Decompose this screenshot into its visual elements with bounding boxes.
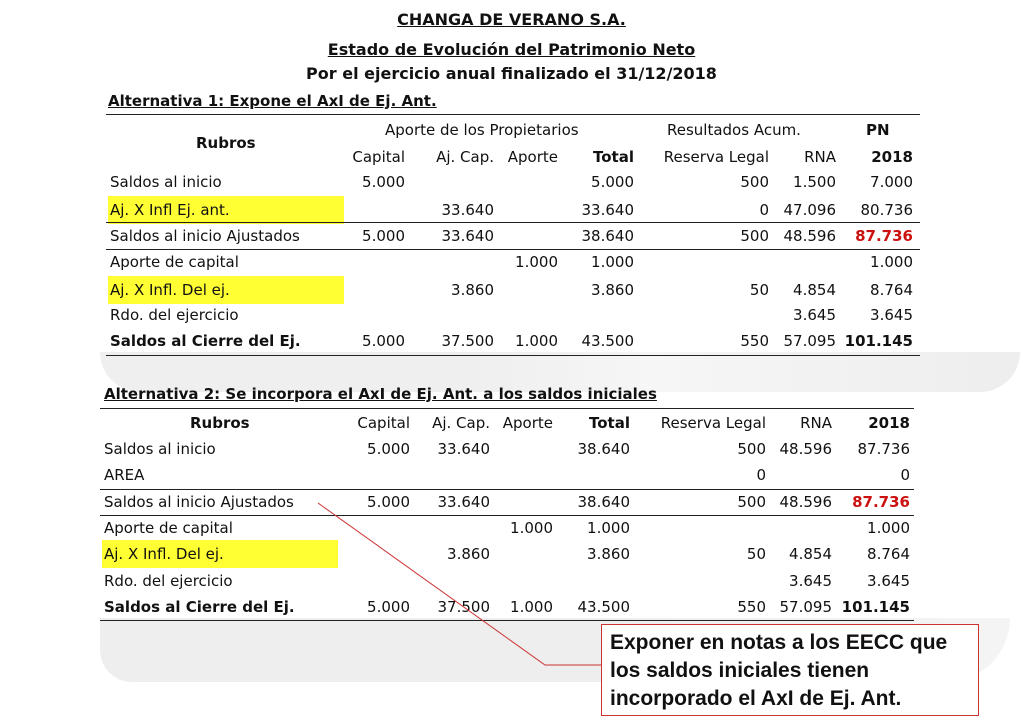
alt2-header-total: Total — [589, 414, 630, 432]
alt1-cell-aporte: 1.000 — [515, 253, 558, 271]
alt2-cell-ajcap: 33.640 — [437, 440, 490, 458]
alt1-row-label: Aj. X Infl. Del ej. — [110, 281, 230, 299]
alt2-row-label: AREA — [104, 466, 145, 484]
alt1-cell-total: 43.500 — [581, 332, 634, 350]
alt1-row-label: Saldos al inicio — [110, 173, 222, 191]
alt2-header-rubros: Rubros — [190, 414, 250, 432]
alt1-cell-total: 38.640 — [581, 227, 634, 245]
alt2-cell-pn: 3.645 — [867, 572, 910, 590]
alt1-cell-rna: 1.500 — [793, 173, 836, 191]
alt1-title: Alternativa 1: Expone el AxI de Ej. Ant. — [108, 92, 437, 110]
alt1-cell-capital: 5.000 — [362, 227, 405, 245]
alt1-cell-capital: 5.000 — [362, 173, 405, 191]
alt2-cell-capital: 5.000 — [367, 598, 410, 616]
alt1-cell-capital: 5.000 — [362, 332, 405, 350]
alt1-cell-pn: 87.736 — [855, 227, 913, 245]
alt2-cell-rna: 4.854 — [789, 545, 832, 563]
alt2-header-rna: RNA — [800, 414, 832, 432]
alt2-cell-total: 43.500 — [577, 598, 630, 616]
alt2-cell-reserva: 550 — [737, 598, 766, 616]
alt1-cell-rna: 4.854 — [793, 281, 836, 299]
alt2-cell-capital: 5.000 — [367, 493, 410, 511]
alt1-cell-reserva: 500 — [740, 227, 769, 245]
alt2-cell-pn: 101.145 — [841, 598, 910, 616]
alt2-row-label: Saldos al Cierre del Ej. — [104, 598, 295, 616]
alt2-cell-pn: 8.764 — [867, 545, 910, 563]
alt1-cell-pn: 1.000 — [870, 253, 913, 271]
alt1-group-owners: Aporte de los Propietarios — [385, 121, 579, 139]
alt2-header-ajcap: Aj. Cap. — [432, 414, 490, 432]
alt2-cell-total: 38.640 — [577, 493, 630, 511]
alt1-cell-reserva: 550 — [740, 332, 769, 350]
alt1-cell-pn: 3.645 — [870, 306, 913, 324]
alt1-row-label: Saldos al inicio Ajustados — [110, 227, 300, 245]
alt2-cell-reserva: 500 — [737, 440, 766, 458]
alt2-row-label: Aporte de capital — [104, 519, 233, 537]
alt2-cell-ajcap: 37.500 — [437, 598, 490, 616]
alt1-cell-rna: 48.596 — [783, 227, 836, 245]
alt1-cell-ajcap: 33.640 — [441, 201, 494, 219]
alt1-header-year: 2018 — [871, 148, 913, 166]
alt2-header-aporte: Aporte — [502, 414, 553, 432]
alt1-cell-reserva: 500 — [740, 173, 769, 191]
alt1-header-rubros: Rubros — [196, 134, 256, 152]
alt1-header-total: Total — [593, 148, 634, 166]
alt1-cell-rna: 57.095 — [783, 332, 836, 350]
alt1-cell-rna: 47.096 — [783, 201, 836, 219]
period-title: Por el ejercicio anual finalizado el 31/12/2018 — [306, 64, 717, 83]
alt2-cell-rna: 48.596 — [779, 493, 832, 511]
alt2-cell-pn: 87.736 — [852, 493, 910, 511]
alt2-cell-pn: 1.000 — [867, 519, 910, 537]
alt1-header-ajcap: Aj. Cap. — [436, 148, 494, 166]
alt1-cell-pn: 80.736 — [860, 201, 913, 219]
alt1-group-results: Resultados Acum. — [667, 121, 801, 139]
company-title: CHANGA DE VERANO S.A. — [397, 10, 626, 29]
statement-title: Estado de Evolución del Patrimonio Neto — [327, 40, 696, 59]
alt1-cell-ajcap: 3.860 — [451, 281, 494, 299]
alt1-cell-ajcap: 37.500 — [441, 332, 494, 350]
alt1-row-label: Rdo. del ejercicio — [110, 306, 239, 324]
alt2-cell-total: 38.640 — [577, 440, 630, 458]
alt1-group-pn: PN — [866, 121, 890, 139]
alt2-cell-capital: 5.000 — [367, 440, 410, 458]
alt2-cell-reserva: 50 — [746, 545, 766, 563]
alt2-cell-rna: 3.645 — [789, 572, 832, 590]
alt2-row-label: Aj. X Infl. Del ej. — [104, 545, 224, 563]
alt1-row-label: Aj. X Infl Ej. ant. — [110, 201, 230, 219]
alt2-cell-reserva: 500 — [737, 493, 766, 511]
alt2-cell-total: 3.860 — [587, 545, 630, 563]
alt1-cell-pn: 101.145 — [844, 332, 913, 350]
alt1-header-capital: Capital — [352, 148, 405, 166]
alt2-header-reserva: Reserva Legal — [660, 414, 766, 432]
alt1-cell-aporte: 1.000 — [515, 332, 558, 350]
alt1-cell-rna: 3.645 — [793, 306, 836, 324]
alt2-cell-rna: 57.095 — [779, 598, 832, 616]
alt1-cell-ajcap: 33.640 — [441, 227, 494, 245]
alt2-header-year: 2018 — [868, 414, 910, 432]
alt1-header-reserva: Reserva Legal — [663, 148, 769, 166]
alt2-cell-rna: 48.596 — [779, 440, 832, 458]
alt2-cell-ajcap: 3.860 — [447, 545, 490, 563]
alt1-row-label: Aporte de capital — [110, 253, 239, 271]
alt2-cell-pn: 0 — [900, 466, 910, 484]
alt2-cell-total: 1.000 — [587, 519, 630, 537]
alt1-row-label: Saldos al Cierre del Ej. — [110, 332, 301, 350]
alt1-cell-total: 3.860 — [591, 281, 634, 299]
alt2-cell-aporte: 1.000 — [510, 519, 553, 537]
alt2-header-capital: Capital — [357, 414, 410, 432]
alt2-cell-ajcap: 33.640 — [437, 493, 490, 511]
alt2-cell-reserva: 0 — [756, 466, 766, 484]
alt1-cell-total: 33.640 — [581, 201, 634, 219]
alt1-header-aporte: Aporte — [507, 148, 558, 166]
alt2-cell-pn: 87.736 — [857, 440, 910, 458]
alt2-row-label: Saldos al inicio Ajustados — [104, 493, 294, 511]
alt1-cell-pn: 7.000 — [870, 173, 913, 191]
alt2-cell-aporte: 1.000 — [510, 598, 553, 616]
alt1-header-rna: RNA — [804, 148, 836, 166]
callout-note: Exponer en notas a los EECC que los saldos iniciales tienen incorporado el AxI de Ej. Ant. — [601, 624, 979, 716]
alt1-cell-pn: 8.764 — [870, 281, 913, 299]
alt2-row-label: Saldos al inicio — [104, 440, 216, 458]
alt2-title: Alternativa 2: Se incorpora el AxI de Ej. Ant. a los saldos iniciales — [104, 385, 657, 403]
alt1-cell-total: 1.000 — [591, 253, 634, 271]
alt1-cell-reserva: 50 — [749, 281, 769, 299]
alt2-row-label: Rdo. del ejercicio — [104, 572, 233, 590]
alt1-cell-reserva: 0 — [759, 201, 769, 219]
alt1-cell-total: 5.000 — [591, 173, 634, 191]
